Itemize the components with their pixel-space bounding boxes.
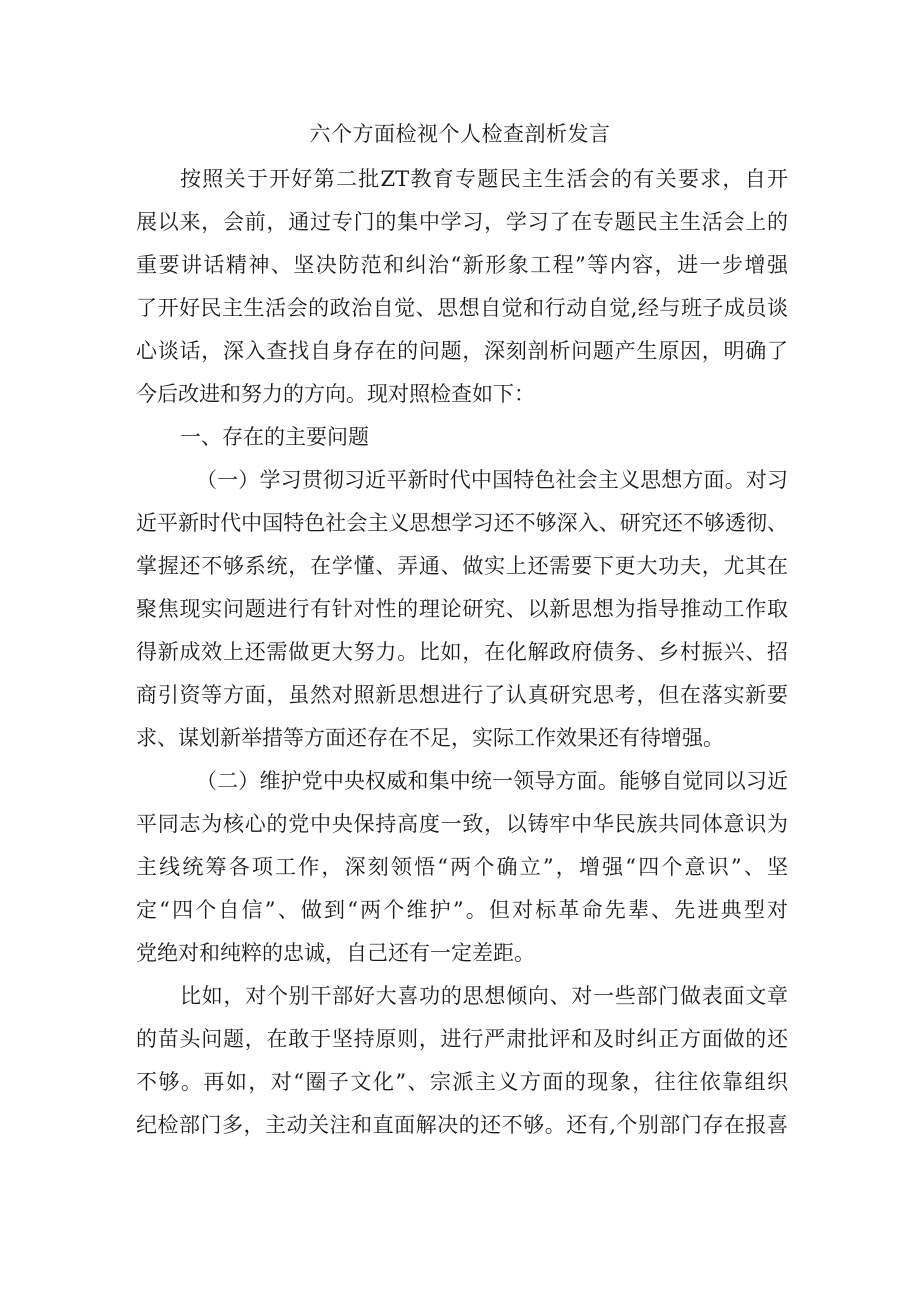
item1-line: 求、谋划新举措等方面还存在不足，实际工作效果还有待增强。 bbox=[136, 726, 724, 750]
intro-line: 心谈话，深入查找自身存在的问题，深刻剖析问题产生原因，明确了 bbox=[136, 339, 788, 363]
item2-line: 定“四个自信”、做到“两个维护”。但对标革命先辈、先进典型对 bbox=[136, 898, 788, 922]
item1-line: （一）学习贯彻习近平新时代中国特色社会主义思想方面。对习 bbox=[196, 468, 788, 492]
section-heading: 一、存在的主要问题 bbox=[180, 425, 369, 449]
example-line: 不够。再如，对“圈子文化”、宗派主义方面的现象，往往依靠组织 bbox=[136, 1070, 788, 1094]
example-line: 比如，对个别干部好大喜功的思想倾向、对一些部门做表面文章 bbox=[180, 984, 788, 1008]
item2-line: 平同志为核心的党中央保持高度一致，以铸牢中华民族共同体意识为 bbox=[136, 812, 788, 836]
intro-line: 展以来，会前，通过专门的集中学习，学习了在专题民主生活会上的 bbox=[136, 210, 788, 234]
item2-line: 党绝对和纯粹的忠诚，自己还有一定差距。 bbox=[136, 941, 535, 965]
item2-line: 主线统筹各项工作，深刻领悟“两个确立”，增强“四个意识”、坚 bbox=[136, 855, 788, 879]
document-title: 六个方面检视个人检查剖析发言 bbox=[309, 122, 611, 146]
intro-line: 重要讲话精神、坚决防范和纠治“新形象工程”等内容，进一步增强 bbox=[136, 253, 788, 277]
example-line: 纪检部门多，主动关注和直面解决的还不够。还有,个别部门存在报喜 bbox=[136, 1113, 788, 1137]
intro-line: 了开好民主生活会的政治自觉、思想自觉和行动自觉,经与班子成员谈 bbox=[136, 296, 788, 320]
item1-line: 商引资等方面，虽然对照新思想进行了认真研究思考，但在落实新要 bbox=[136, 683, 788, 707]
example-line: 的苗头问题，在敢于坚持原则，进行严肃批评和及时纠正方面做的还 bbox=[136, 1027, 788, 1051]
intro-line: 按照关于开好第二批ZT教育专题民主生活会的有关要求，自开 bbox=[180, 167, 788, 191]
item1-line: 得新成效上还需做更大努力。比如，在化解政府债务、乡村振兴、招 bbox=[136, 640, 788, 664]
item1-line: 聚焦现实问题进行有针对性的理论研究、以新思想为指导推动工作取 bbox=[136, 597, 788, 621]
item2-line: （二）维护党中央权威和集中统一领导方面。能够自觉同以习近 bbox=[196, 769, 788, 793]
item1-line: 近平新时代中国特色社会主义思想学习还不够深入、研究还不够透彻、 bbox=[136, 511, 788, 535]
intro-line: 今后改进和努力的方向。现对照检查如下： bbox=[136, 382, 535, 406]
item1-line: 掌握还不够系统，在学懂、弄通、做实上还需要下更大功夫，尤其在 bbox=[136, 554, 788, 578]
